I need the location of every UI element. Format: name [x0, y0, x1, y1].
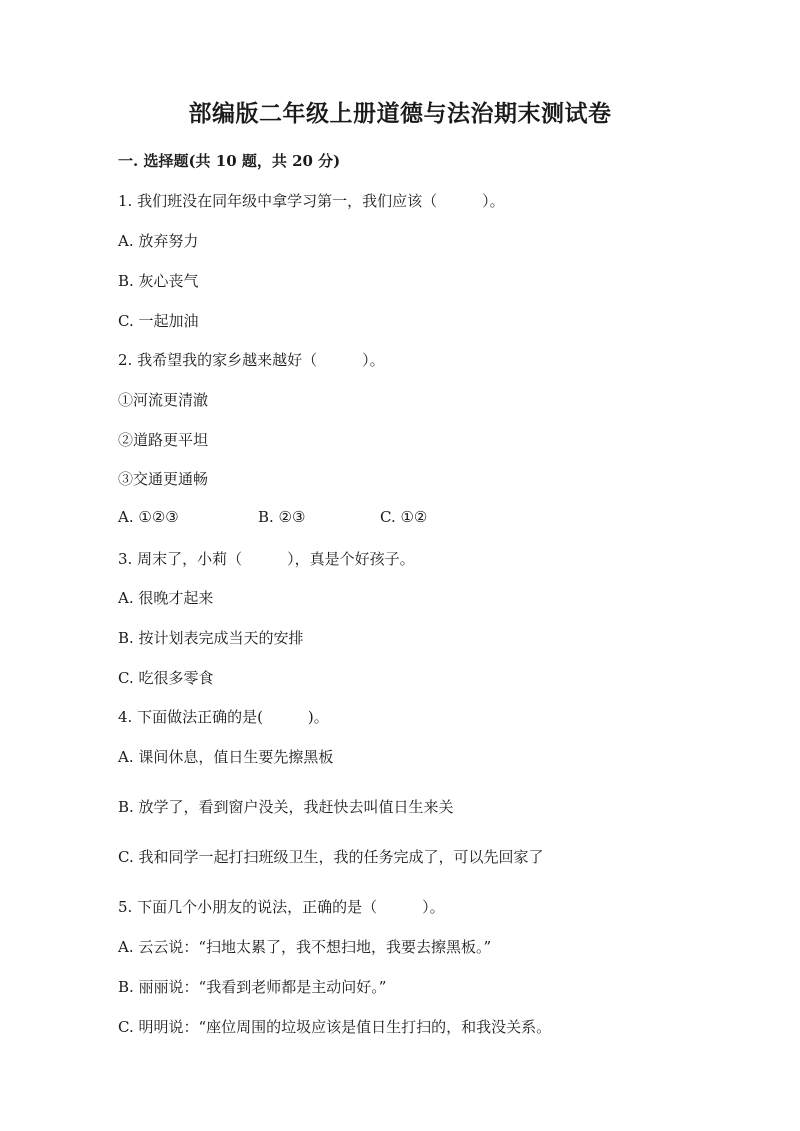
- question-2-statement-3: ③交通更通畅: [118, 470, 209, 488]
- question-1-option-c: C. 一起加油: [118, 312, 199, 330]
- question-3-option-b: B. 按计划表完成当天的安排: [118, 629, 304, 647]
- question-5-option-a: A. 云云说：“扫地太累了，我不想扫地，我要去擦黑板。”: [118, 938, 492, 956]
- question-2-option-b: B. ②③: [258, 508, 306, 526]
- question-5-stem: 5. 下面几个小朋友的说法，正确的是（ ）。: [118, 898, 445, 916]
- question-4-stem: 4. 下面做法正确的是( )。: [118, 708, 329, 726]
- question-1-option-b: B. 灰心丧气: [118, 272, 199, 290]
- question-3-option-a: A. 很晚才起来: [118, 589, 214, 607]
- section-heading: 一. 选择题(共 10 题，共 20 分): [118, 152, 341, 170]
- question-2-option-c: C. ①②: [380, 508, 428, 526]
- question-2-stem: 2. 我希望我的家乡越来越好（ ）。: [118, 351, 385, 369]
- question-4-option-a: A. 课间休息，值日生要先擦黑板: [118, 748, 334, 766]
- question-2-options: [118, 508, 427, 526]
- question-1-stem: 1. 我们班没在同年级中拿学习第一，我们应该（ ）。: [118, 192, 505, 210]
- question-3-stem: 3. 周末了，小莉（ ），真是个好孩子。: [118, 550, 415, 568]
- question-2-statement-2: ②道路更平坦: [118, 431, 209, 449]
- question-5-option-b: B. 丽丽说：“我看到老师都是主动问好。”: [118, 978, 387, 996]
- question-4-option-b: B. 放学了，看到窗户没关，我赶快去叫值日生来关: [118, 798, 454, 816]
- question-3-option-c: C. 吃很多零食: [118, 669, 214, 687]
- question-4-option-c: C. 我和同学一起打扫班级卫生，我的任务完成了，可以先回家了: [118, 848, 544, 866]
- question-2-option-a: A. ①②③: [118, 508, 179, 526]
- page-title: 部编版二年级上册道德与法治期末测试卷: [188, 100, 612, 127]
- question-1-option-a: A. 放弃努力: [118, 232, 199, 250]
- question-2-statement-1: ①河流更清澈: [118, 391, 209, 409]
- question-5-option-c: C. 明明说：“座位周围的垃圾应该是值日生打扫的，和我没关系。: [118, 1018, 552, 1036]
